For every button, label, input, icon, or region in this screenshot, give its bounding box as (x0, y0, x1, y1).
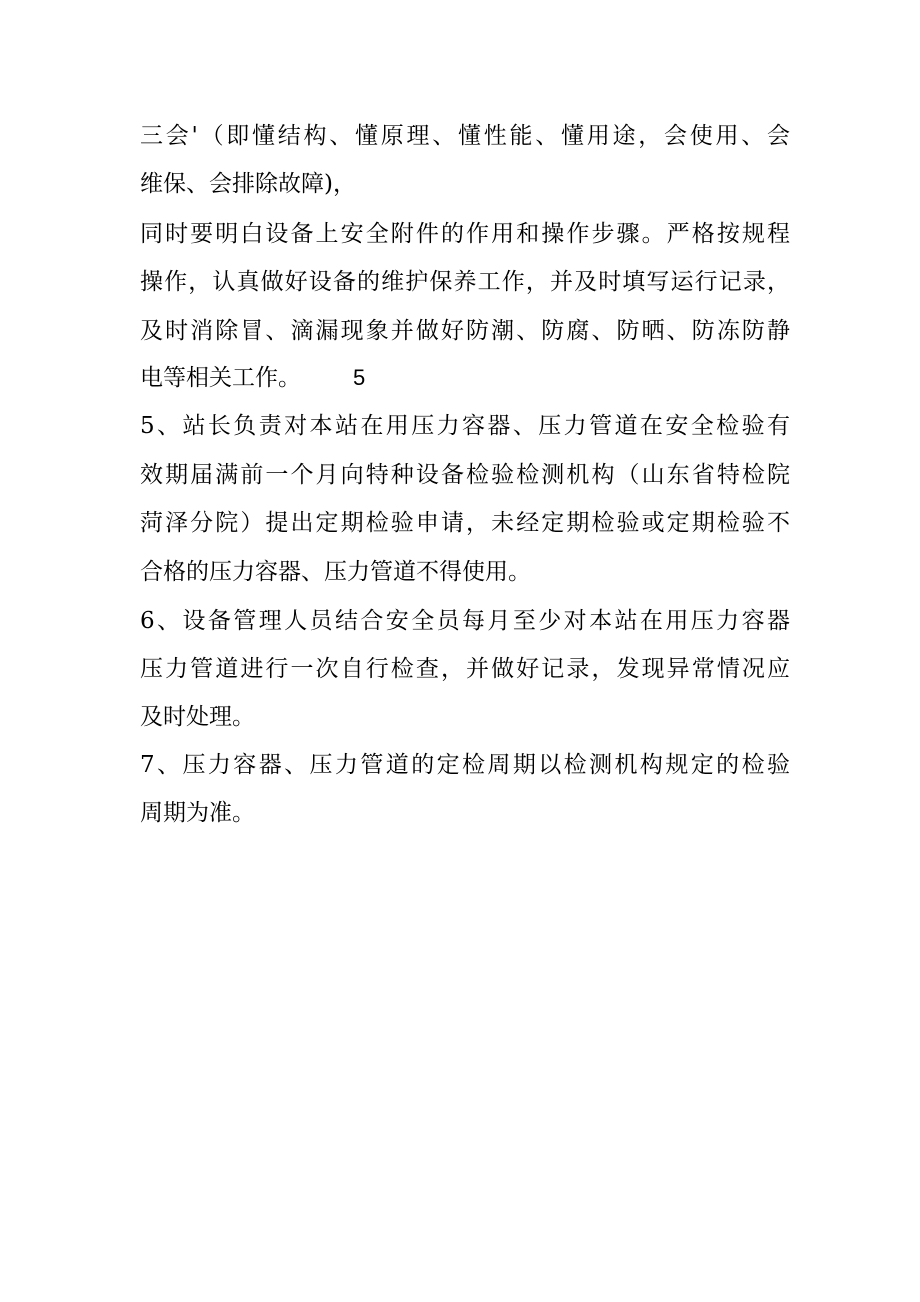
text-line: 6、设备管理人员结合安全员每月至少对本站在用压力容器 (140, 608, 790, 634)
text-line: 及时消除冒、滴漏现象并做好防潮、防腐、防晒、防冻防静 (140, 318, 790, 344)
text-line: 压力管道进行一次自行检查，并做好记录，发现异常情况应 (140, 656, 790, 682)
text-line-with-page-number (140, 358, 790, 398)
text-line: 三会'（即懂结构、懂原理、懂性能、懂用途，会使用、会 (140, 123, 790, 149)
text-line: 合格的压力容器、压力管道不得使用。 (140, 559, 531, 585)
text-line: 及时处理。 (140, 704, 255, 730)
text-line: 周期为准。 (140, 800, 255, 826)
text-line: 菏泽分院）提出定期检验申请，未经定期检验或定期检验不 (140, 510, 790, 536)
text-line: 同时要明白设备上安全附件的作用和操作步骤。严格按规程 (140, 221, 790, 247)
text-line: 操作，认真做好设备的维护保养工作，并及时填写运行记录， (140, 269, 790, 295)
text-line: 5、站长负责对本站在用压力容器、压力管道在安全检验有 (140, 413, 790, 439)
page-number: 5 (353, 365, 366, 390)
text-line: 电等相关工作。 (140, 365, 301, 391)
text-line: 效期届满前一个月向特种设备检验检测机构（山东省特检院 (140, 462, 790, 488)
text-line: 维保、会排除故障)， (140, 171, 356, 197)
text-line: 7、压力容器、压力管道的定检周期以检测机构规定的检验 (140, 752, 790, 778)
